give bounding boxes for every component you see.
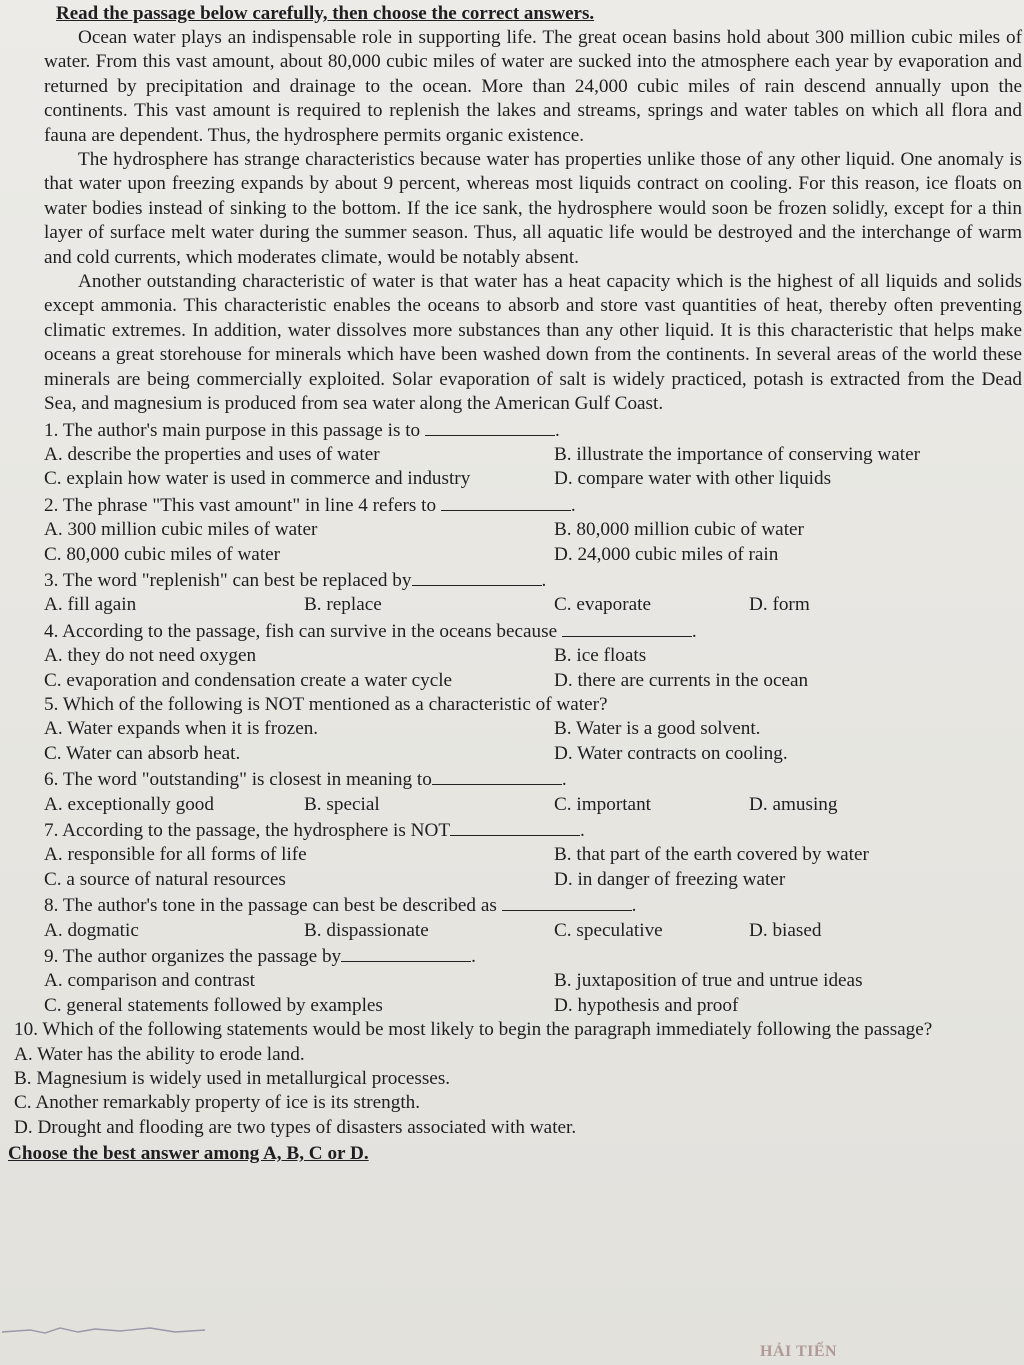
option-d[interactable]: D. Drought and flooding are two types of disasters associated with water. <box>14 1116 577 1138</box>
question-stem: 1. The author's main purpose in this passage is to <box>44 419 421 441</box>
option-a[interactable]: A. comparison and contrast <box>44 970 256 992</box>
option-b[interactable]: B. Water is a good solvent. <box>554 718 761 740</box>
answer-blank[interactable] <box>562 618 692 637</box>
option-c[interactable]: C. important <box>554 793 651 815</box>
option-b[interactable]: B. special <box>304 793 380 815</box>
passage-paragraph-1: Ocean water plays an indispensable role in supporting life. The great ocean basins hold about 300 million cubic miles of water. From this vast amount, about 80,000 cubic miles of water are sucked into the atmosphere each year by evaporation and returned by precipitation and drainage to the ocean. More than 24,000 cubic miles of rain descend annually upon the continents. This vast amount is required to replenish the lakes and streams, springs and water tables on which all flora and fauna are dependent. Thus, the hydrosphere permits organic existence. <box>44 27 1022 146</box>
option-b[interactable]: B. illustrate the importance of conserving water <box>554 443 921 465</box>
option-c[interactable]: C. Another remarkably property of ice is its strength. <box>14 1092 421 1114</box>
instruction-heading: Read the passage below carefully, then choose the correct answers. <box>56 3 595 24</box>
option-b[interactable]: B. dispassionate <box>304 919 429 941</box>
question-stem: 9. The author organizes the passage by <box>44 946 342 968</box>
question-8: 8. The author's tone in the passage can best be described as . A. dogmatic B. dispassionate C. speculative D. biased <box>44 892 1022 943</box>
option-c[interactable]: C. evaporation and condensation create a water cycle <box>44 669 453 691</box>
option-a[interactable]: A. fill again <box>44 594 137 616</box>
option-d[interactable]: D. compare water with other liquids <box>554 468 832 490</box>
option-a[interactable]: A. 300 million cubic miles of water <box>44 519 318 541</box>
worksheet-content <box>8 2 1022 1167</box>
option-c[interactable]: C. Water can absorb heat. <box>44 742 241 764</box>
option-b[interactable]: B. ice floats <box>554 645 647 667</box>
option-b[interactable]: B. juxtaposition of true and untrue ideas <box>554 970 863 992</box>
option-c[interactable]: C. general statements followed by examples <box>44 994 383 1016</box>
option-a[interactable]: A. responsible for all forms of life <box>44 844 307 866</box>
option-d[interactable]: D. biased <box>749 919 822 941</box>
passage-paragraph-2: The hydrosphere has strange characteristics because water has properties unlike those of any other liquid. One anomaly is that water upon freezing expands by about 9 percent, whereas most liquids contract on cooling. For this reason, ice floats on water bodies instead of sinking to the bottom. If the ice sank, the hydrosphere would soon be frozen solidly, except for a thin layer of surface melt water during the summer season. Thus, all aquatic life would be destroyed and the interchange of warm and cold currents, which moderates climate, would be notably absent. <box>44 149 1022 268</box>
section-instruction: Choose the best answer among A, B, C or D. <box>8 1143 369 1165</box>
question-stem: 5. Which of the following is NOT mentioned as a characteristic of water? <box>44 693 608 715</box>
question-4: 4. According to the passage, fish can survive in the oceans because . A. they do not need oxygen B. ice floats C. evaporation and condensation create a water cycle D. there are currents in the ocean <box>44 618 1022 693</box>
question-stem: 2. The phrase "This vast amount" in line 4 refers to <box>44 494 437 516</box>
option-a[interactable]: A. Water has the ability to erode land. <box>14 1043 305 1065</box>
question-stem: 10. Which of the following statements would be most likely to begin the paragraph immediately following the passage? <box>14 1019 933 1041</box>
answer-blank[interactable] <box>341 943 471 962</box>
option-d[interactable]: D. in danger of freezing water <box>554 868 786 890</box>
passage-paragraph-3: Another outstanding characteristic of water is that water has a heat capacity which is the highest of all liquids and solids except ammonia. This characteristic enables the oceans to absorb and store vast quantities of heat, thereby often preventing climatic extremes. In addition, water dissolves more substances than any other liquid. It is this characteristic that helps make oceans a great storehouse for minerals which have been washed down from the continents. In several areas of the world these minerals are being commercially exploited. Solar evaporation of salt is widely practiced, potash is extracted from the Dead Sea, and magnesium is produced from sea water along the American Gulf Coast. <box>44 271 1022 415</box>
option-c[interactable]: C. explain how water is used in commerce and industry <box>44 468 471 490</box>
option-d[interactable]: D. form <box>749 594 810 616</box>
option-a[interactable]: A. exceptionally good <box>44 793 214 815</box>
option-b[interactable]: B. replace <box>304 594 382 616</box>
answer-blank[interactable] <box>441 492 571 511</box>
option-a[interactable]: A. describe the properties and uses of water <box>44 443 380 465</box>
question-stem: 6. The word "outstanding" is closest in meaning to <box>44 769 432 791</box>
question-stem: 8. The author's tone in the passage can best be described as <box>44 895 497 917</box>
answer-blank[interactable] <box>450 817 580 836</box>
question-1: 1. The author's main purpose in this passage is to . A. describe the properties and uses of water B. illustrate the importance of conserving water C. explain how water is used in commerce and industry D. compare water with other liquids <box>44 417 1022 492</box>
option-b[interactable]: B. that part of the earth covered by water <box>554 844 869 866</box>
question-10 <box>14 1018 1022 1140</box>
option-b[interactable]: B. Magnesium is widely used in metallurgical processes. <box>14 1068 451 1090</box>
pen-scribble <box>0 1318 300 1342</box>
option-c[interactable]: C. evaporate <box>554 594 651 616</box>
option-a[interactable]: A. Water expands when it is frozen. <box>44 718 319 740</box>
option-d[interactable]: D. Water contracts on cooling. <box>554 742 788 764</box>
option-c[interactable]: C. speculative <box>554 919 663 941</box>
question-5 <box>44 693 1022 766</box>
option-a[interactable]: A. they do not need oxygen <box>44 645 257 667</box>
option-b[interactable]: B. 80,000 million cubic of water <box>554 519 804 541</box>
option-d[interactable]: D. there are currents in the ocean <box>554 669 809 691</box>
stamp-mark: HẢI TIẾN <box>760 1343 838 1360</box>
answer-blank[interactable] <box>425 417 555 436</box>
option-a[interactable]: A. dogmatic <box>44 919 139 941</box>
question-3: 3. The word "replenish" can best be replaced by . A. fill again B. replace C. evaporate D. form <box>44 567 1022 618</box>
question-9: 9. The author organizes the passage by . A. comparison and contrast B. juxtaposition of true and untrue ideas C. general statements followed by examples D. hypothesis and proof <box>44 943 1022 1018</box>
option-d[interactable]: D. 24,000 cubic miles of rain <box>554 543 779 565</box>
option-c[interactable]: C. a source of natural resources <box>44 868 286 890</box>
question-7: 7. According to the passage, the hydrosphere is NOT . A. responsible for all forms of life B. that part of the earth covered by water C. a source of natural resources D. in danger of freezing water <box>44 817 1022 892</box>
answer-blank[interactable] <box>432 766 562 785</box>
option-c[interactable]: C. 80,000 cubic miles of water <box>44 543 281 565</box>
question-2: 2. The phrase "This vast amount" in line 4 refers to . A. 300 million cubic miles of water B. 80,000 million cubic of water C. 80,000 cubic miles of water D. 24,000 cubic miles of rain <box>44 492 1022 567</box>
option-d[interactable]: D. amusing <box>749 793 838 815</box>
question-stem: 4. According to the passage, fish can survive in the oceans because <box>44 620 558 642</box>
question-stem: 3. The word "replenish" can best be replaced by <box>44 569 412 591</box>
question-stem: 7. According to the passage, the hydrosphere is NOT <box>44 820 451 841</box>
answer-blank[interactable] <box>502 892 632 911</box>
option-d[interactable]: D. hypothesis and proof <box>554 994 739 1016</box>
question-6: 6. The word "outstanding" is closest in meaning to . A. exceptionally good B. special C. important D. amusing <box>44 766 1022 817</box>
answer-blank[interactable] <box>412 567 542 586</box>
